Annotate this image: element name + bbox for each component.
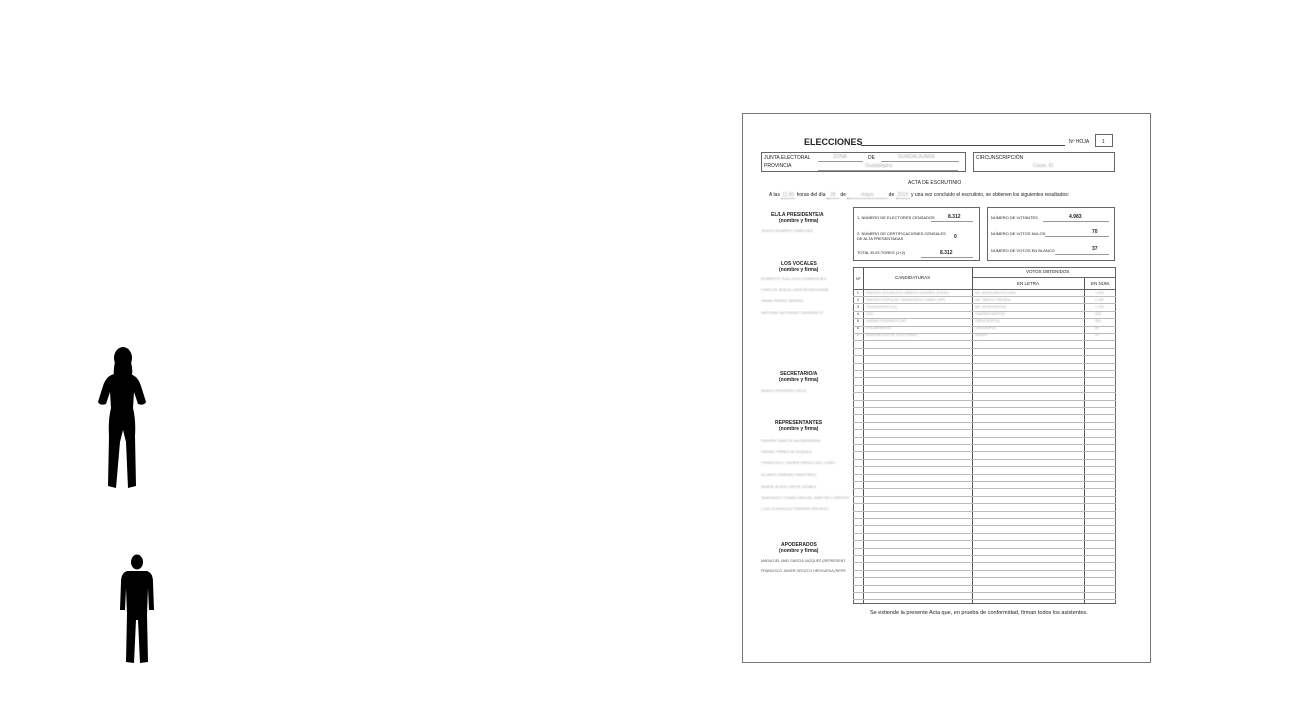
row-n: 2 bbox=[857, 298, 859, 302]
table-rule bbox=[853, 370, 1116, 371]
blanco-label: NÚMERO DE VOTOS EN BLANCO bbox=[991, 248, 1055, 253]
table-rule bbox=[853, 577, 1116, 578]
nulos-label: NÚMERO DE VOTOS NULOS bbox=[991, 231, 1046, 236]
table-rule bbox=[853, 585, 1116, 586]
table-rule bbox=[853, 422, 1116, 423]
circunscripcion-label: CIRCUNSCRIPCIÓN bbox=[976, 155, 1024, 161]
table-rule bbox=[853, 303, 1116, 304]
electores-value: 8.312 bbox=[948, 214, 961, 220]
acta-dia: 26 bbox=[827, 192, 839, 199]
table-header-letra: EN LETRA bbox=[1017, 281, 1040, 286]
row-cand: CIUDADANOS (Cs) bbox=[866, 305, 897, 309]
total-underline bbox=[921, 257, 973, 258]
acta-anio: 2019 bbox=[897, 192, 909, 198]
table-rule bbox=[853, 533, 1116, 534]
row-cand: PARTIDO SOCIALISTA OBRERO ESPAÑOL (PSOE) bbox=[866, 291, 949, 295]
total-electores-value: 8.312 bbox=[940, 250, 953, 256]
table-rule bbox=[853, 437, 1116, 438]
junta-label: JUNTA ELECTORAL bbox=[764, 155, 811, 161]
row-letra: TRESCIENTOS bbox=[975, 319, 1000, 323]
provincia-value: Guadalajara bbox=[865, 163, 893, 169]
table-rule bbox=[853, 355, 1116, 356]
acta-hora: 11:00 bbox=[782, 192, 795, 198]
circunscripcion-value: Casar, El bbox=[1033, 163, 1054, 169]
footer-text: Se extiende la presente Acta que, en prueba de conformidad, firman todos los asistentes. bbox=[870, 610, 1088, 616]
total-electores-label: TOTAL ELECTORES (1+2) bbox=[857, 250, 906, 255]
row-letra: VEINTE bbox=[975, 333, 988, 337]
acta-de2: de bbox=[888, 192, 895, 198]
table-rule bbox=[853, 451, 1116, 452]
blanco-underline bbox=[1055, 254, 1109, 255]
table-rule bbox=[853, 488, 1116, 489]
representante-3: FRANCISCO JAVIER PÉREZ DEL CAÑO bbox=[761, 460, 836, 465]
table-rule bbox=[853, 481, 1116, 482]
table-rule bbox=[853, 429, 1116, 430]
row-num: 20 bbox=[1095, 333, 1099, 337]
junta-place: GUADALAJARA bbox=[898, 154, 935, 160]
table-rule bbox=[853, 348, 1116, 349]
votos-header-line bbox=[972, 277, 1116, 278]
table-rule bbox=[853, 570, 1116, 571]
table-rule bbox=[853, 511, 1116, 512]
table-rule bbox=[853, 555, 1116, 556]
row-num: 400 bbox=[1095, 312, 1101, 316]
table-header-cand: CANDIDATURAS bbox=[895, 275, 931, 280]
hoja-label: Nº HOJA bbox=[1069, 139, 1090, 145]
nulos-value: 70 bbox=[1092, 229, 1098, 235]
table-header-votos: VOTOS OBTENIDOS bbox=[1026, 269, 1070, 274]
provincia-label: PROVINCIA bbox=[764, 163, 792, 169]
table-rule bbox=[853, 414, 1116, 415]
apoderado-2: FRANCISCO JAVIER OROZCO HERGUEDA (REPR bbox=[761, 569, 846, 573]
table-rule bbox=[853, 363, 1116, 364]
row-cand: PARTIDO POPULAR / MANIFIESTO CAMPO (PP) bbox=[866, 298, 945, 302]
votantes-value: 4.983 bbox=[1069, 214, 1082, 220]
votantes-label: NÚMERO DE VOTANTES bbox=[991, 215, 1038, 220]
vocales-sub: (nombre y firma) bbox=[779, 267, 819, 273]
man-silhouette-icon bbox=[118, 554, 156, 666]
table-header-num: EN NÚM. bbox=[1091, 281, 1110, 286]
row-cand: AGRUPACIÓN DE ELECTORES bbox=[866, 333, 918, 337]
row-num: 1.700 bbox=[1095, 305, 1104, 309]
table-rule bbox=[853, 503, 1116, 504]
vocal-3: JAIME PÉREZ MORAN bbox=[761, 298, 804, 303]
row-num: 1.130 bbox=[1095, 298, 1104, 302]
row-letra: CINCUENTA bbox=[975, 326, 996, 330]
table-rule bbox=[853, 392, 1116, 393]
table-header-n: Nº bbox=[856, 276, 861, 281]
row-cand: VOLUNTARIOS bbox=[866, 326, 891, 330]
representantes-sub: (nombre y firma) bbox=[779, 426, 819, 432]
blanco-value: 37 bbox=[1092, 246, 1098, 252]
presidente-sub: (nombre y firma) bbox=[779, 218, 819, 224]
apoderados-title: APODERADOS bbox=[781, 542, 817, 548]
table-rule bbox=[853, 496, 1116, 497]
secretario-sub: (nombre y firma) bbox=[779, 377, 819, 383]
acta-mes: mayo bbox=[847, 192, 887, 199]
representantes-title: REPRESENTANTES bbox=[775, 420, 823, 426]
presidente-name: JESÚS ROMERO SÁNCHEZ bbox=[761, 228, 814, 233]
acta-de1: de bbox=[840, 192, 846, 198]
table-rule bbox=[853, 444, 1116, 445]
acta-a-las: A las bbox=[769, 192, 780, 198]
apoderados-sub: (nombre y firma) bbox=[779, 548, 819, 554]
table-rule bbox=[853, 599, 1116, 600]
provincia-underline bbox=[818, 170, 958, 171]
vocal-4: ANTONIO ALFONSO CARRASCO bbox=[761, 310, 823, 315]
representante-6: SANTIAGO TOMÁS MIGUEL MARTÍN LORENTE bbox=[761, 495, 850, 500]
table-rule bbox=[853, 474, 1116, 475]
apoderado-1: MARIA DEL MAR GARCÍA VAZQUEZ (REPRESENT. bbox=[761, 559, 847, 563]
row-n: 4 bbox=[857, 312, 859, 316]
presidente-title: EL/LA PRESIDENTE/A bbox=[771, 212, 824, 218]
row-n: 5 bbox=[857, 319, 859, 323]
table-rule bbox=[853, 340, 1116, 341]
table-rule bbox=[853, 525, 1116, 526]
secretario-title: SECRETARIO/A bbox=[780, 371, 818, 377]
elecciones-title: ELECCIONES bbox=[804, 137, 863, 147]
representante-2: ISRAEL PÉREZ BLÁZQUEZ bbox=[761, 449, 812, 454]
hoja-value: 1 bbox=[1102, 139, 1105, 145]
row-letra: MIL CIENTO TREINTA bbox=[975, 298, 1011, 302]
junta-de: DE bbox=[868, 155, 875, 161]
certificaciones-label-2: DE ALTA PRESENTADAS bbox=[857, 236, 904, 241]
row-n: 3 bbox=[857, 305, 859, 309]
representante-5: MARÍA JESÚS ORTIZ GÓMEZ bbox=[761, 484, 817, 489]
junta-underline bbox=[818, 161, 863, 162]
table-rule bbox=[853, 592, 1116, 593]
table-rule bbox=[853, 562, 1116, 563]
junta-value: ZONA bbox=[833, 154, 847, 160]
acta-title: ACTA DE ESCRUTINIO bbox=[908, 180, 962, 186]
table-rule bbox=[853, 466, 1116, 467]
table-rule bbox=[853, 377, 1116, 378]
table-rule bbox=[853, 333, 1116, 334]
table-rule bbox=[853, 400, 1116, 401]
nulos-underline bbox=[1045, 236, 1109, 237]
row-cand: VOX bbox=[866, 312, 874, 316]
woman-silhouette-icon bbox=[94, 346, 150, 492]
row-letra: MIL NOVECIENTOS DIEZ bbox=[975, 291, 1017, 295]
row-num: 1.910 bbox=[1095, 291, 1104, 295]
acta-rest: y una vez concluido el escrutinio, se obtienen los siguientes resultados: bbox=[911, 192, 1070, 198]
votantes-underline bbox=[1043, 221, 1109, 222]
table-rule bbox=[853, 318, 1116, 319]
row-n: 7 bbox=[857, 333, 859, 337]
table-rule bbox=[853, 311, 1116, 312]
acta-horas-del-dia: horas del día bbox=[796, 192, 826, 198]
secretario-name: MARIO PEDRERO RÍOS bbox=[761, 388, 806, 393]
row-num: 300 bbox=[1095, 319, 1101, 323]
table-rule bbox=[853, 407, 1116, 408]
table-rule bbox=[853, 518, 1116, 519]
acta-document bbox=[742, 113, 1151, 663]
vocal-2: CARLOS JESÚS GARCÍA REGUERA bbox=[761, 287, 829, 292]
elecciones-line bbox=[861, 145, 1065, 146]
row-n: 6 bbox=[857, 326, 859, 330]
representante-1: RAMÓN GARCÍA VALDERRAMA bbox=[761, 438, 821, 443]
acta-sentence bbox=[769, 192, 1069, 199]
row-n: 1 bbox=[857, 291, 859, 295]
junta-place-underline bbox=[881, 161, 959, 162]
row-letra: CUATROCIENTOS bbox=[975, 312, 1006, 316]
table-rule bbox=[853, 548, 1116, 549]
vocal-1: ROBERTO GALLEGO DOMÍNGUEZ bbox=[761, 276, 827, 281]
vocales-title: LOS VOCALES bbox=[781, 261, 817, 267]
representante-7: LUIS GONZALEZ FERRER GRUESO bbox=[761, 506, 829, 511]
certificaciones-label-1: 2. NÚMERO DE CERTIFICACIONES CENSALES bbox=[857, 231, 946, 236]
row-cand: UNIDAS PODEMOS (UP) bbox=[866, 319, 907, 323]
row-letra: MIL SETECIENTOS bbox=[975, 305, 1007, 309]
representante-4: ALVARO JIMÉNEZ MARTÍNEZ bbox=[761, 472, 817, 477]
certificaciones-value: 0 bbox=[954, 234, 957, 240]
table-rule bbox=[853, 459, 1116, 460]
row-num: 50 bbox=[1095, 326, 1099, 330]
table-rule bbox=[853, 296, 1116, 297]
electores-label: 1. NÚMERO DE ELECTORES CENSADOS bbox=[857, 215, 935, 220]
table-rule bbox=[853, 326, 1116, 327]
electores-underline bbox=[931, 221, 973, 222]
table-rule bbox=[853, 385, 1116, 386]
table-rule bbox=[853, 540, 1116, 541]
